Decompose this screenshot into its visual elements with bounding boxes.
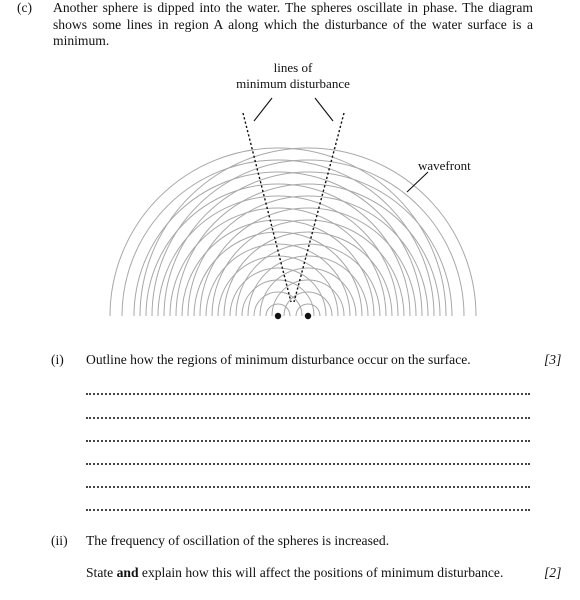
part-i-question: Outline how the regions of minimum disturbance occur on the surface. [86,352,471,367]
answer-line-5[interactable] [86,482,530,488]
left-wavefront-arc [218,256,338,316]
sphere-source-right [305,313,311,319]
part-c-label: (c) [17,0,33,15]
part-ii-marks: [2] [544,565,562,580]
part-i-marks: [3] [544,352,562,367]
label-lines-of-line1: lines of [273,60,313,75]
label-wavefront: wavefront [418,158,471,173]
answer-line-6[interactable] [86,505,530,511]
left-source-wavefronts [110,148,446,316]
part-i-label: (i) [51,352,64,367]
part-ii-question: The frequency of oscillation of the spheres is increased. [86,533,390,548]
pointer-left [254,98,272,121]
label-lines-of-line2: minimum disturbance [236,76,350,91]
part-c-text-line3: minimum. [53,33,110,48]
instruction-before: State [86,565,117,580]
left-wavefront-arc [242,280,314,316]
pointer-right [315,98,333,121]
part-c-text-line2: shows some lines in region A along which the disturbance of the water surface is a [53,16,533,32]
answer-line-3[interactable] [86,436,530,442]
answer-line-4[interactable] [86,459,530,465]
part-ii-instruction [86,565,503,581]
answer-line-2[interactable] [86,413,530,419]
part-c-text-line1: Another sphere is dipped into the water. The spheres oscillate in phase. The diagram [53,0,533,15]
right-wavefront-arc [272,280,344,316]
answer-line-1[interactable] [86,389,530,395]
sphere-source-left [275,313,281,319]
label-lines-of-minimum [218,60,368,92]
instruction-after: explain how this will affect the positions of minimum disturbance. [138,565,504,580]
instruction-bold: and [116,565,139,580]
part-ii-label: (ii) [51,533,68,548]
